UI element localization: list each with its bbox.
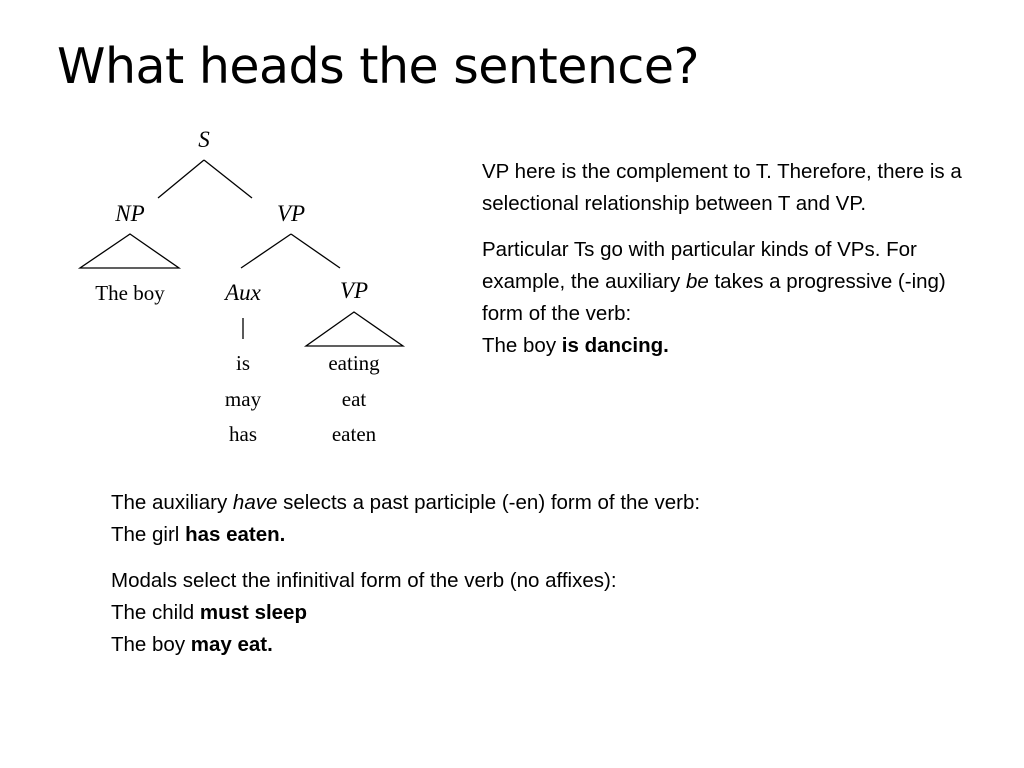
tree-leaf-eaten: eaten — [331, 422, 377, 446]
tree-node-aux: Aux — [225, 280, 261, 305]
tree-node-vp-upper: VP — [276, 201, 306, 226]
tree-triangle-vp-lower — [306, 312, 403, 346]
have-paragraph — [111, 487, 911, 551]
syntax-tree-diagram — [70, 120, 430, 460]
modals-text: Modals select the infinitival form of the verb (no affixes): — [111, 569, 617, 592]
selection-text-a: Particular Ts go with particular kinds of VPs. For example, the auxiliary — [482, 238, 917, 293]
tree-branch-s-vp — [204, 160, 252, 198]
selection-paragraph — [482, 234, 982, 362]
modals-paragraph — [111, 565, 911, 661]
complement-paragraph: VP here is the complement to T. Therefore, there is a selectional relationship between T and VP. — [482, 160, 962, 215]
tree-branch-vp-vp — [291, 234, 340, 268]
tree-node-vp-lower: VP — [339, 278, 369, 303]
tree-triangle-np — [80, 234, 179, 268]
tree-branch-s-np — [158, 160, 204, 198]
tree-branch-vp-aux — [241, 234, 291, 268]
example-child-plain: The child — [111, 601, 200, 624]
tree-node-s: S — [198, 127, 210, 152]
tree-leaf-is: is — [235, 351, 251, 375]
tree-leaf-has: has — [229, 422, 257, 446]
tree-leaf-may: may — [224, 387, 262, 411]
have-text-b: selects a past participle (-en) form of the verb: — [277, 491, 701, 514]
example-boy2-bold: may eat. — [190, 633, 273, 656]
example-boy2-plain: The boy — [111, 633, 191, 656]
example-girl-plain: The girl — [111, 523, 186, 546]
bottom-text-block — [111, 487, 911, 661]
have-text-a: The auxiliary — [111, 491, 233, 514]
example-boy-bold: is dancing. — [561, 334, 669, 357]
example-boy-plain: The boy — [482, 334, 562, 357]
have-term: have — [232, 491, 278, 514]
selection-text-b: takes a progressive (-ing) form of the verb: — [482, 270, 946, 325]
example-girl-bold: has eaten. — [185, 523, 286, 546]
slide-title: What heads the sentence? — [57, 38, 699, 95]
example-child-bold: must sleep — [199, 601, 307, 624]
tree-node-np: NP — [115, 201, 145, 226]
be-term: be — [685, 270, 709, 293]
tree-leaf-the-boy: The boy — [95, 281, 165, 305]
right-text-column — [482, 156, 982, 362]
tree-leaf-eating: eating — [328, 351, 380, 375]
tree-leaf-eat: eat — [341, 387, 367, 411]
